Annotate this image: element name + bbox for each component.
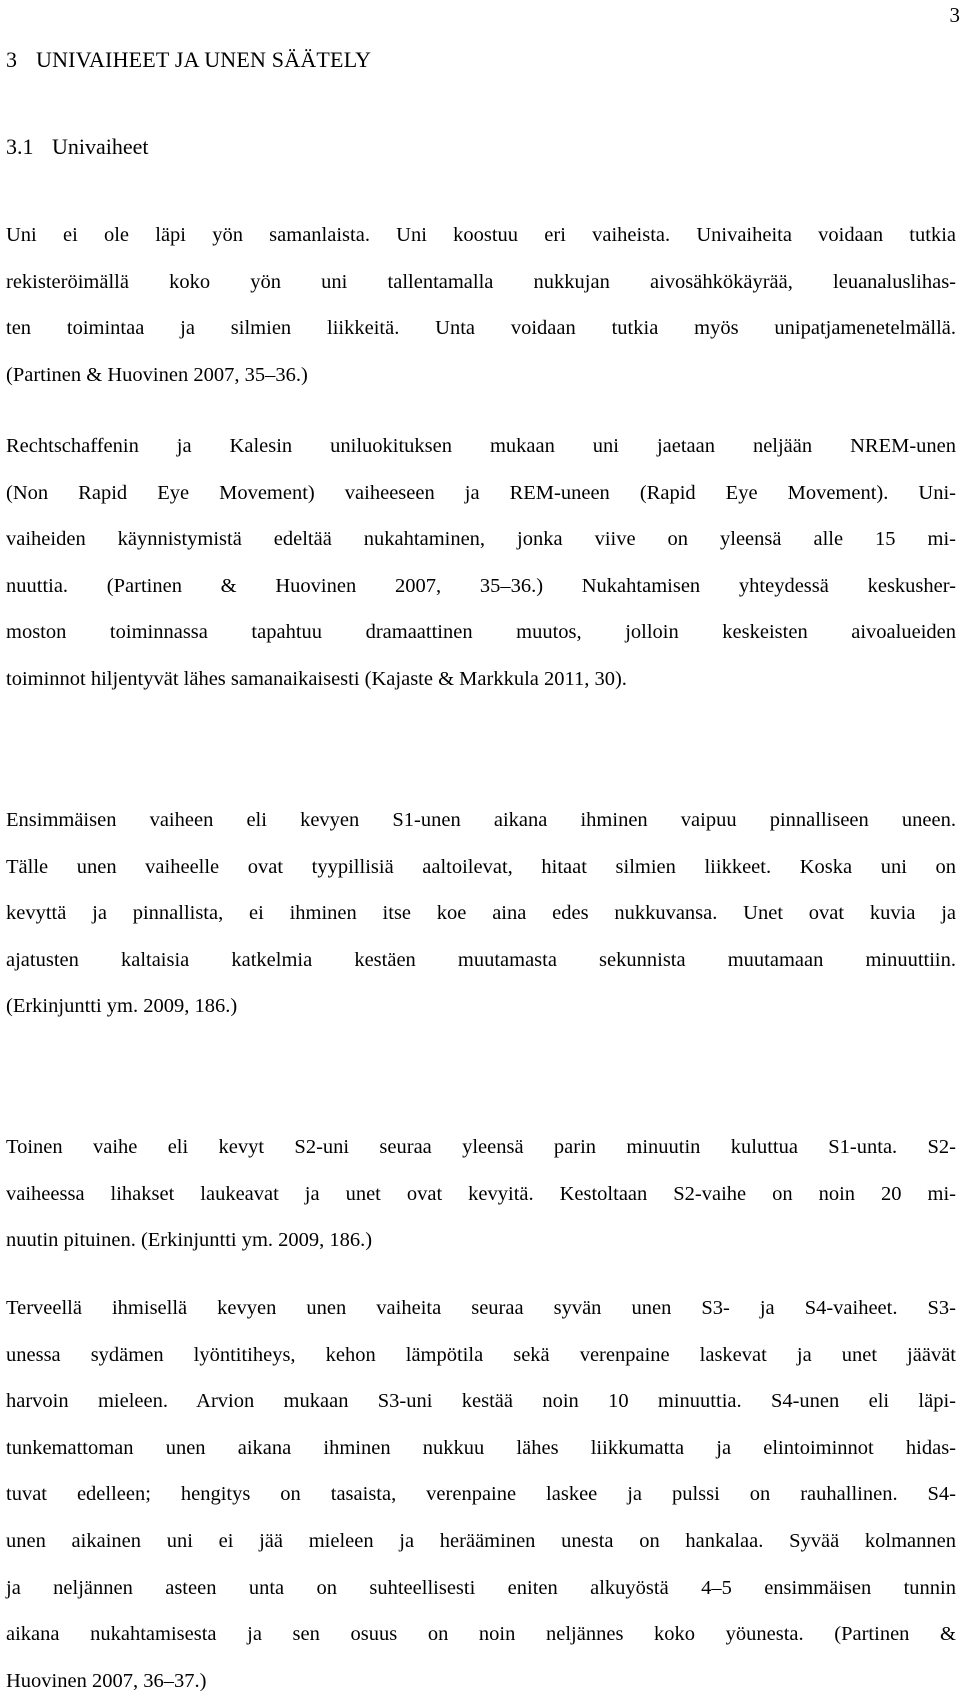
text-line: toiminnot hiljentyvät lähes samanaikaisesti (Kajaste & Markkula 2011, 30). bbox=[6, 656, 956, 703]
text-line: aikana nukahtamisesta ja sen osuus on noin neljännes koko yöunesta. (Partinen & bbox=[6, 1611, 956, 1658]
text-line: ten toimintaa ja silmien liikkeitä. Unta voidaan tutkia myös unipatjamenetelmällä. bbox=[6, 305, 956, 352]
paragraph-3 bbox=[6, 797, 956, 1030]
paragraph-2 bbox=[6, 423, 956, 703]
text-line: moston toiminnassa tapahtuu dramaattinen muutos, jolloin keskeisten aivoalueiden bbox=[6, 609, 956, 656]
text-line: (Partinen & Huovinen 2007, 35–36.) bbox=[6, 352, 956, 399]
paragraph-5 bbox=[6, 1285, 956, 1704]
text-line: tunkemattoman unen aikana ihminen nukkuu lähes liikkumatta ja elintoiminnot hidas- bbox=[6, 1425, 956, 1472]
text-line: ja neljännen asteen unta on suhteellisesti eniten alkuyöstä 4–5 ensimmäisen tunnin bbox=[6, 1565, 956, 1612]
chapter-heading bbox=[6, 46, 371, 74]
text-line: rekisteröimällä koko yön uni tallentamalla nukkujan aivosähkökäyrää, leuanaluslihas- bbox=[6, 259, 956, 306]
paragraph-1 bbox=[6, 212, 956, 398]
text-line: Toinen vaihe eli kevyt S2-uni seuraa yleensä parin minuutin kuluttua S1-unta. S2- bbox=[6, 1124, 956, 1171]
section-title: Univaiheet bbox=[52, 134, 149, 159]
text-line: nuuttia. (Partinen & Huovinen 2007, 35–36.) Nukahtamisen yhteydessä keskusher- bbox=[6, 563, 956, 610]
chapter-title: UNIVAIHEET JA UNEN SÄÄTELY bbox=[36, 47, 371, 72]
chapter-number: 3 bbox=[6, 46, 36, 74]
text-line: unen aikainen uni ei jää mieleen ja herääminen unesta on hankalaa. Syvää kolmannen bbox=[6, 1518, 956, 1565]
text-line: unessa sydämen lyöntitiheys, kehon lämpötila sekä verenpaine laskevat ja unet jäävät bbox=[6, 1332, 956, 1379]
text-line: Ensimmäisen vaiheen eli kevyen S1-unen aikana ihminen vaipuu pinnalliseen uneen. bbox=[6, 797, 956, 844]
text-line: Huovinen 2007, 36–37.) bbox=[6, 1658, 956, 1704]
text-line: (Non Rapid Eye Movement) vaiheeseen ja REM-uneen (Rapid Eye Movement). Uni- bbox=[6, 470, 956, 517]
text-line: ajatusten kaltaisia katkelmia kestäen muutamasta sekunnista muutamaan minuuttiin. bbox=[6, 937, 956, 984]
text-line: nuutin pituinen. (Erkinjuntti ym. 2009, 186.) bbox=[6, 1217, 956, 1264]
text-line: vaiheessa lihakset laukeavat ja unet ovat kevyitä. Kestoltaan S2-vaihe on noin 20 mi- bbox=[6, 1171, 956, 1218]
page-number: 3 bbox=[950, 3, 960, 27]
text-line: harvoin mieleen. Arvion mukaan S3-uni kestää noin 10 minuuttia. S4-unen eli läpi- bbox=[6, 1378, 956, 1425]
section-heading bbox=[6, 133, 149, 161]
paragraph-4 bbox=[6, 1124, 956, 1264]
text-line: kevyttä ja pinnallista, ei ihminen itse koe aina edes nukkuvansa. Unet ovat kuvia ja bbox=[6, 890, 956, 937]
text-line: Rechtschaffenin ja Kalesin uniluokituksen mukaan uni jaetaan neljään NREM-unen bbox=[6, 423, 956, 470]
text-line: Tälle unen vaiheelle ovat tyypillisiä aaltoilevat, hitaat silmien liikkeet. Koska uni on bbox=[6, 844, 956, 891]
section-number: 3.1 bbox=[6, 133, 52, 161]
text-line: Terveellä ihmisellä kevyen unen vaiheita seuraa syvän unen S3- ja S4-vaiheet. S3- bbox=[6, 1285, 956, 1332]
text-line: vaiheiden käynnistymistä edeltää nukahtaminen, jonka viive on yleensä alle 15 mi- bbox=[6, 516, 956, 563]
text-line: Uni ei ole läpi yön samanlaista. Uni koostuu eri vaiheista. Univaiheita voidaan tutkia bbox=[6, 212, 956, 259]
text-line: (Erkinjuntti ym. 2009, 186.) bbox=[6, 983, 956, 1030]
text-line: tuvat edelleen; hengitys on tasaista, verenpaine laskee ja pulssi on rauhallinen. S4- bbox=[6, 1471, 956, 1518]
